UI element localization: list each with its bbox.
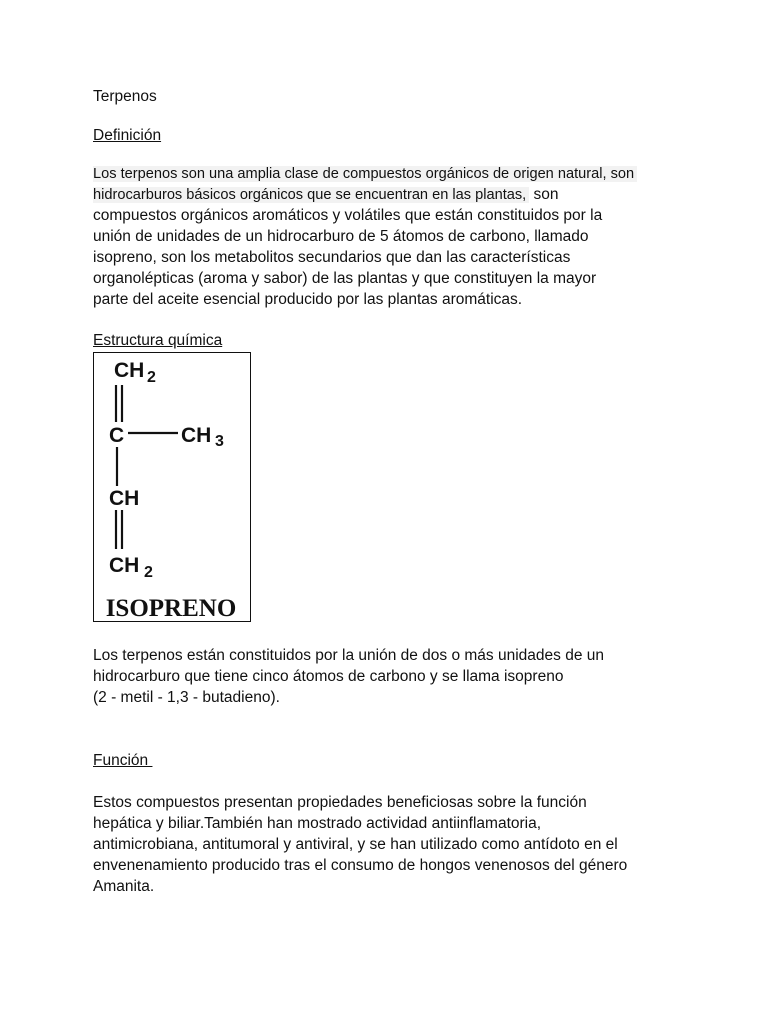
ch3-subscript: 3 [215,433,224,450]
definition-line: unión de unidades de un hidrocarburo de 5 átomos de carbono, llamado [93,228,589,245]
structure-line: (2 - metil - 1,3 - butadieno). [93,689,280,706]
definition-text: son [529,186,559,203]
definition-line: compuestos orgánicos aromáticos y volátiles que están constituidos por la [93,207,603,224]
c-atom-label: C [109,424,125,447]
definition-line: organolépticas (aroma y sabor) de las plantas y que constituyen la mayor [93,270,597,287]
function-line: envenenamiento producido tras el consumo de hongos venenosos del género [93,857,628,874]
ch2-bottom-label: CH [109,554,140,577]
highlighted-text: hidrocarburos básicos orgánicos que se encuentran en las plantas, [93,187,529,203]
ch2-top-label: CH [114,359,145,382]
ch3-label: CH [181,424,212,447]
definition-line: parte del aceite esencial producido por las plantas aromáticas. [93,291,523,308]
structure-heading: Estructura química [93,332,223,349]
ch-label: CH [109,487,140,510]
ch2-top-subscript: 2 [147,369,156,386]
function-line: antimicrobiana, antitumoral y antiviral, y se han utilizado como antídoto en el [93,836,618,853]
isoprene-diagram [94,353,249,620]
function-line: Estos compuestos presentan propiedades beneficiosas sobre la función [93,794,587,811]
ch2-bottom-subscript: 2 [144,564,153,581]
isoprene-caption: ISOPRENO [105,595,237,620]
definition-line [93,163,637,185]
highlighted-text: Los terpenos son una amplia clase de compuestos orgánicos de origen natural, son [93,166,637,182]
isoprene-structure-figure [93,352,251,622]
function-heading: Función [93,752,153,769]
structure-line: hidrocarburo que tiene cinco átomos de carbono y se llama isopreno [93,668,564,685]
function-line: hepática y biliar.También han mostrado actividad antiinflamatoria, [93,815,542,832]
function-line: Amanita. [93,878,155,895]
structure-line: Los terpenos están constituidos por la unión de dos o más unidades de un [93,647,604,664]
definition-heading: Definición [93,127,162,144]
document-title: Terpenos [93,88,157,105]
definition-line: isopreno, son los metabolitos secundarios que dan las características [93,249,571,266]
definition-line [93,184,559,206]
